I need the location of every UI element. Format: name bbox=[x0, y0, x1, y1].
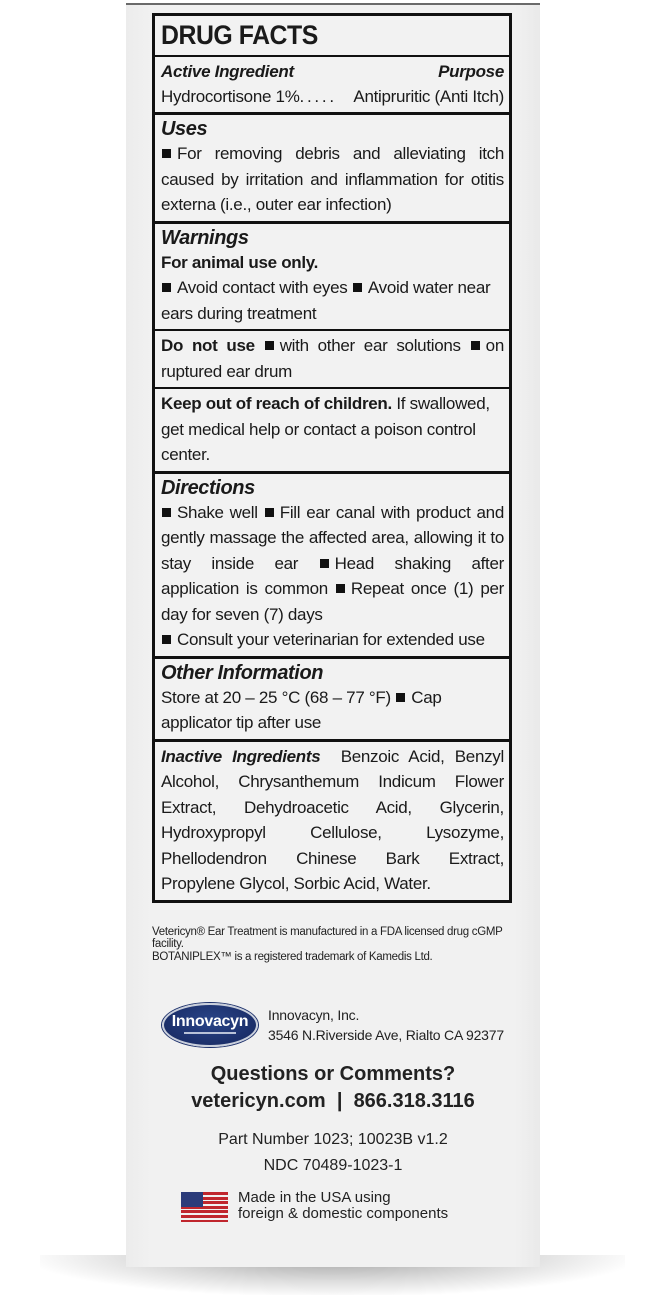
uses-heading: Uses bbox=[161, 118, 208, 140]
logo-tagline-line bbox=[184, 1032, 236, 1034]
manufacturing-note: Vetericyn® Ear Treatment is manufactured in a FDA licensed drug cGMP facility. bbox=[152, 926, 503, 950]
drug-facts-title: DRUG FACTS bbox=[161, 20, 318, 50]
other-information-text: Store at 20 – 25 °C (68 – 77 °F) Cap applicator tip after use bbox=[161, 687, 442, 732]
do-not-use-label: Do not use bbox=[161, 336, 255, 355]
uses-item: For removing debris and alleviating itch caused by irritation and inflammation for otitis externa (i.e., outer ear infection) bbox=[161, 144, 504, 214]
manufacturer-name: Innovacyn, Inc. bbox=[268, 1007, 360, 1023]
us-flag-icon bbox=[181, 1192, 228, 1222]
other-information-heading: Other Information bbox=[161, 661, 324, 684]
bullet-square-icon bbox=[353, 283, 362, 292]
website-link[interactable]: vetericyn.com bbox=[191, 1090, 326, 1112]
keep-out-of-reach-section bbox=[155, 387, 509, 471]
phone-number[interactable]: 866.318.3116 bbox=[353, 1090, 475, 1112]
bullet-square-icon bbox=[471, 341, 480, 350]
inactive-ingredients-heading: Inactive Ingredients bbox=[161, 746, 321, 766]
other-information-section bbox=[155, 656, 509, 739]
bullet-square-icon bbox=[162, 635, 171, 644]
manufacturer-address: 3546 N.Riverside Ave, Rialto CA 92377 bbox=[268, 1027, 504, 1043]
active-ingredient-value: Hydrocortisone 1%. . . . . bbox=[161, 87, 334, 106]
directions-text: Shake well Fill ear canal with product and gently massage the affected area, allowing it to stay inside ear Head shaking after application is common Repeat once (1) per day for seven (7) days Consult your veterinarian for extended use bbox=[161, 502, 504, 649]
keep-out-text: If swallowed, get medical help or contact a poison control center. bbox=[161, 394, 490, 464]
keep-out-label: Keep out of reach of children. bbox=[161, 394, 392, 413]
made-in-usa-text: Made in the USA using foreign & domestic components bbox=[238, 1189, 449, 1222]
purpose-heading: Purpose bbox=[438, 62, 504, 81]
bullet-square-icon bbox=[265, 341, 274, 350]
directions-heading: Directions bbox=[161, 476, 255, 499]
active-ingredient-heading: Active Ingredient bbox=[161, 62, 294, 81]
contact-line bbox=[126, 1088, 540, 1115]
part-number: Part Number 1023; 10023B v1.2 bbox=[218, 1131, 448, 1148]
purpose-value: Antipruritic (Anti Itch) bbox=[353, 87, 504, 106]
warnings-heading: Warnings bbox=[161, 226, 249, 249]
inactive-ingredients-section bbox=[155, 739, 509, 900]
bullet-square-icon bbox=[162, 149, 171, 158]
directions-section bbox=[155, 471, 509, 656]
inactive-ingredients-list: Benzoic Acid, Benzyl Alcohol, Chrysanthemum Indicum Flower Extract, Dehydroacetic Acid, Glycerin, Hydroxypropyl Cellulose, Lysozyme, Phellodendron Chinese Bark Extract, Propylene Glycol, Sorbic Acid, Water. bbox=[161, 746, 504, 893]
active-ingredient-section bbox=[155, 55, 509, 112]
drug-facts-box bbox=[152, 13, 512, 903]
bullet-square-icon bbox=[265, 508, 274, 517]
bullet-square-icon bbox=[396, 693, 405, 702]
bullet-square-icon bbox=[336, 584, 345, 593]
warnings-section bbox=[155, 221, 509, 330]
contact-separator: | bbox=[336, 1090, 343, 1112]
manufacturer-address-block bbox=[268, 1005, 504, 1045]
bullet-square-icon bbox=[162, 508, 171, 517]
uses-section bbox=[155, 112, 509, 221]
warnings-items: Avoid contact with eyes Avoid water near ears during treatment bbox=[161, 278, 491, 323]
drug-facts-header bbox=[155, 16, 509, 55]
animal-use-warning: For animal use only. bbox=[161, 252, 319, 272]
bullet-square-icon bbox=[320, 559, 329, 568]
questions-heading: Questions or Comments? bbox=[210, 1063, 456, 1085]
do-not-use-section: Do not use with other ear solutions on ruptured ear drum bbox=[155, 329, 509, 387]
bullet-square-icon bbox=[162, 283, 171, 292]
ndc-number: NDC 70489-1023-1 bbox=[263, 1157, 403, 1174]
trademark-note: BOTANIPLEX™ is a registered trademark of Kamedis Ltd. bbox=[152, 951, 433, 963]
innovacyn-logo: Innovacyn bbox=[162, 1003, 258, 1047]
